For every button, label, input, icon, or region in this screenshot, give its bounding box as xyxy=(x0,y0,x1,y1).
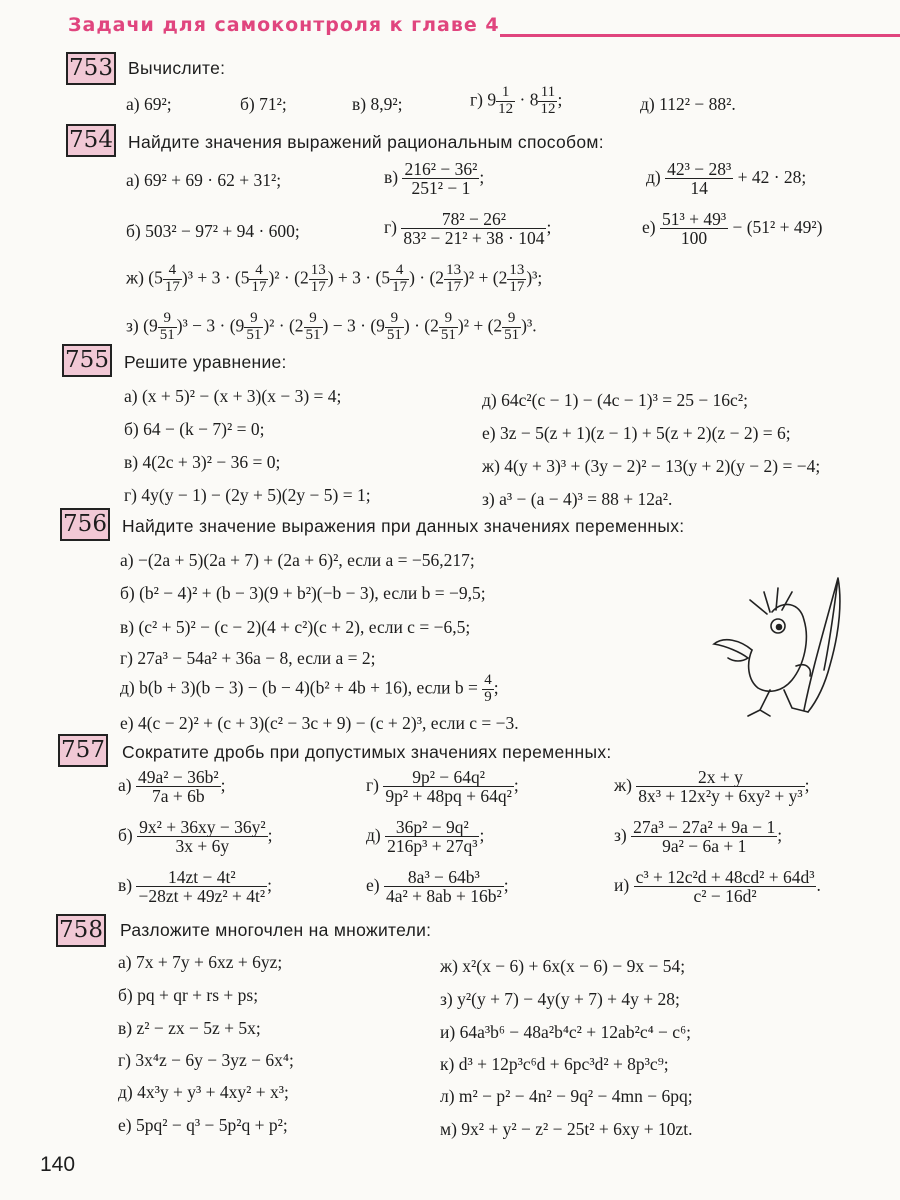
item-757-0: а) $\frac{\text{49a² − 36b²}}{7a + 6b}$ ; xyxy=(118,767,226,807)
item-756-e: е) 4(c − 2)² + (c + 3)(c² − 3c + 9) − (c + 2)³, если c = −3. xyxy=(120,713,519,733)
item-758-left-2: в) z² − zx − 5z + 5x; xyxy=(118,1018,261,1038)
item-758-right-1: з) y²(y + 7) − 4y(y + 7) + 4y + 28; xyxy=(440,989,680,1009)
item-757-5: з) $\frac{\text{27a³ − 27a² + 9a − 1}}{\text{9a² − 6a + 1}}$ ; xyxy=(614,817,783,857)
problem-number-757: 757 xyxy=(58,734,108,767)
item-757-3: б) $\frac{\text{9x² + 36xy − 36y²}}{3x + 6y}$ ; xyxy=(118,817,273,857)
item-758-right-2: и) 64a³b⁶ − 48a²b⁴c² + 12ab²c⁴ − c⁶; xyxy=(440,1022,692,1042)
item-757-7: е) $\frac{\text{8a³ − 64b³}}{\text{4a² + 8ab + 16b²}}$ ; xyxy=(366,867,509,907)
item-755-a: а) (x + 5)² − (x + 3)(x − 3) = 4; xyxy=(124,386,342,406)
problem-number-753: 753 xyxy=(66,52,116,85)
item-754-d: д) $\frac{\text{42³ − 28³}}{14}$ + 42 · 28; xyxy=(646,159,807,199)
item-758-right-0: ж) x²(x − 6) + 6x(x − 6) − 9x − 54; xyxy=(440,956,686,976)
item-758-left-4: д) 4x³y + y³ + 4xy² + x³; xyxy=(118,1082,289,1102)
item-753-g: г) 9 $\frac{1}{12}$ · 8 $\frac{11}{12}$ ; xyxy=(470,84,563,117)
instruction-753: Вычислите: xyxy=(128,58,226,78)
item-754-z: з) (9 $\frac{9}{51}$ )³ − 3 · (9 $\frac{9}{51}$ )² · (2 $\frac{9}{51}$ ) − 3 · (9 $\frac{9}{51}$ ) · (2 $\frac{9}{51}$ )² + (2 $\frac{9}{51}$ )³. xyxy=(126,310,537,343)
item-755-z: з) a³ − (a − 4)³ = 88 + 12a². xyxy=(482,489,673,509)
instruction-757: Сократите дробь при допустимых значениях переменных: xyxy=(122,742,612,762)
item-754-v: в) $\frac{\text{216² − 36²}}{\text{251² − 1}}$ ; xyxy=(384,159,485,199)
item-757-4: д) $\frac{\text{36p² − 9q²}}{\text{216p³ + 27q³}}$ ; xyxy=(366,817,485,857)
page-number: 140 xyxy=(40,1153,76,1176)
item-758-left-0: а) 7x + 7y + 6xz + 6yz; xyxy=(118,952,283,972)
item-758-right-5: м) 9x² + y² − z² − 25t² + 6xy + 10zt. xyxy=(440,1119,693,1139)
item-755-v: в) 4(2c + 3)² − 36 = 0; xyxy=(124,452,281,472)
item-758-left-3: г) 3x⁴z − 6y − 3yz − 6x⁴; xyxy=(118,1050,294,1070)
chapter-header: Задачи для самоконтроля к главе 4 xyxy=(68,14,500,36)
item-755-b: б) 64 − (k − 7)² = 0; xyxy=(124,419,265,439)
item-754-g: г) $\frac{\text{78² − 26²}}{\text{83² − 21² + 38 · 104}}$ ; xyxy=(384,209,552,249)
item-753-b: б) 71²; xyxy=(240,94,287,114)
problem-number-754: 754 xyxy=(66,124,116,157)
item-754-zh: ж) (5 $\frac{4}{17}$ )³ + 3 · (5 $\frac{4}{17}$ )² · (2 $\frac{13}{17}$ ) + 3 · (5 $\frac{4}{17}$ ) · (2 $\frac{13}{17}$ )² + (2 $\frac{13}{17}$ )³; xyxy=(126,262,543,295)
instruction-754: Найдите значения выражений рациональным способом: xyxy=(128,132,604,152)
item-753-d: д) 112² − 88². xyxy=(640,94,736,114)
item-757-2: ж) $\frac{2x + y}{\text{8x³ + 12x²y + 6xy² + y³}}$ ; xyxy=(614,767,810,807)
item-757-1: г) $\frac{\text{9p² − 64q²}}{\text{9p² + 48pq + 64q²}}$ ; xyxy=(366,767,519,807)
item-754-a: а) 69² + 69 · 62 + 31²; xyxy=(126,170,282,190)
item-754-e: е) $\frac{\text{51³ + 49³}}{100}$ − (51² + 49²) xyxy=(642,209,823,249)
item-755-d: д) 64c²(c − 1) − (4c − 1)³ = 25 − 16c²; xyxy=(482,390,748,410)
item-756-d: д) b(b + 3)(b − 3) − (b − 4)(b² + 4b + 16), если b = $\frac{4}{9}$ ; xyxy=(120,672,499,705)
problem-number-758: 758 xyxy=(56,914,106,947)
problem-number-755: 755 xyxy=(62,344,112,377)
item-753-a: а) 69²; xyxy=(126,94,172,114)
item-755-g: г) 4y(y − 1) − (2y + 5)(2y − 5) = 1; xyxy=(124,485,371,505)
item-758-right-4: л) m² − p² − 4n² − 9q² − 4mn − 6pq; xyxy=(440,1086,693,1106)
item-753-v: в) 8,9²; xyxy=(352,94,403,114)
item-757-8: и) $\frac{\text{c³ + 12c²d + 48cd² + 64d³}}{\text{c² − 16d²}}$ . xyxy=(614,867,821,907)
instruction-758: Разложите многочлен на множители: xyxy=(120,920,432,940)
item-758-right-3: к) d³ + 12p³c⁶d + 6pc³d² + 8p³c⁹; xyxy=(440,1054,669,1074)
header-rule xyxy=(500,34,900,37)
instruction-755: Решите уравнение: xyxy=(124,352,287,372)
item-756-b: б) (b² − 4)² + (b − 3)(9 + b²)(−b − 3), если b = −9,5; xyxy=(120,583,486,603)
bird-with-quill-illustration xyxy=(712,570,852,720)
item-756-v: в) (c² + 5)² − (c − 2)(4 + c²)(c + 2), если c = −6,5; xyxy=(120,617,471,637)
item-756-g: г) 27a³ − 54a² + 36a − 8, если a = 2; xyxy=(120,648,376,668)
item-755-zh: ж) 4(y + 3)³ + (3y − 2)² − 13(y + 2)(y − 2) = −4; xyxy=(482,456,821,476)
item-756-a: а) −(2a + 5)(2a + 7) + (2a + 6)², если a = −56,217; xyxy=(120,550,475,570)
instruction-756: Найдите значение выражения при данных значениях переменных: xyxy=(122,516,685,536)
item-754-b: б) 503² − 97² + 94 · 600; xyxy=(126,221,300,241)
item-755-e: е) 3z − 5(z + 1)(z − 1) + 5(z + 2)(z − 2) = 6; xyxy=(482,423,791,443)
problem-number-756: 756 xyxy=(60,508,110,541)
item-758-left-5: е) 5pq² − q³ − 5p²q + p²; xyxy=(118,1115,288,1135)
item-758-left-1: б) pq + qr + rs + ps; xyxy=(118,985,259,1005)
item-757-6: в) $\frac{\text{14zt − 4t²}}{\text{−28zt + 49z² + 4t²}}$ ; xyxy=(118,867,272,907)
